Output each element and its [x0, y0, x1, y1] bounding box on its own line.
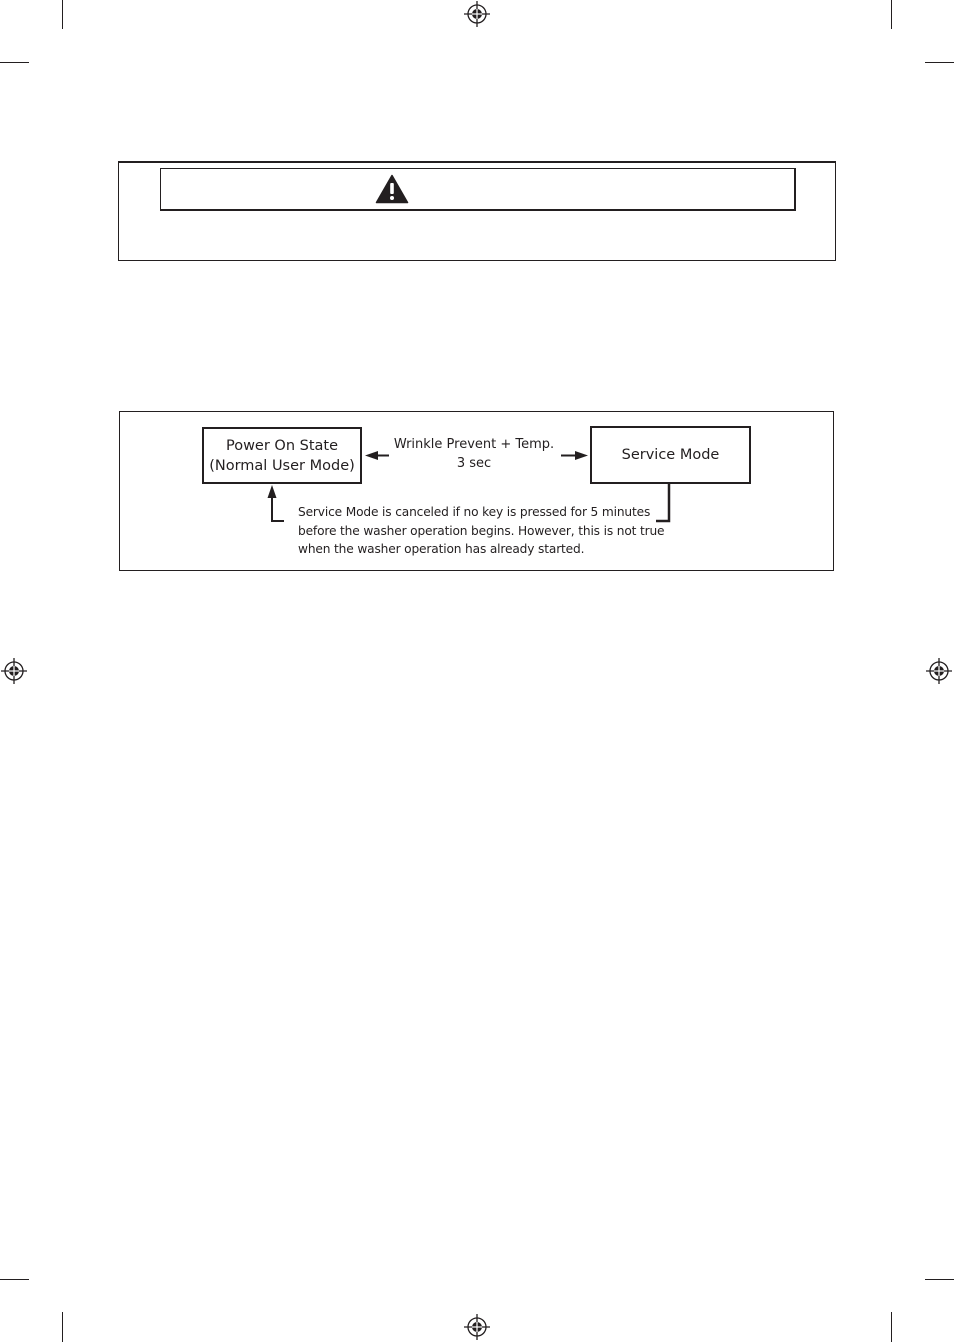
- return-bracket-power-on-state: [268, 485, 285, 521]
- cancel-note: Service Mode is canceled if no key is pressed for 5 minutes before the washer operation begins. However, this is not true when the washer operation has already started.: [298, 505, 665, 556]
- arrow-to-service-mode: [561, 451, 588, 460]
- trigger-keys: Wrinkle Prevent + Temp.: [393, 437, 555, 452]
- return-bracket-service-mode: [656, 484, 669, 521]
- power-on-state-label: Power On State: [225, 438, 339, 454]
- service-mode-label: Service Mode: [621, 447, 720, 463]
- arrow-to-power-on-state: [365, 451, 389, 460]
- trigger-duration: 3 sec: [456, 456, 492, 471]
- normal-user-mode-label: (Normal User Mode): [209, 458, 355, 474]
